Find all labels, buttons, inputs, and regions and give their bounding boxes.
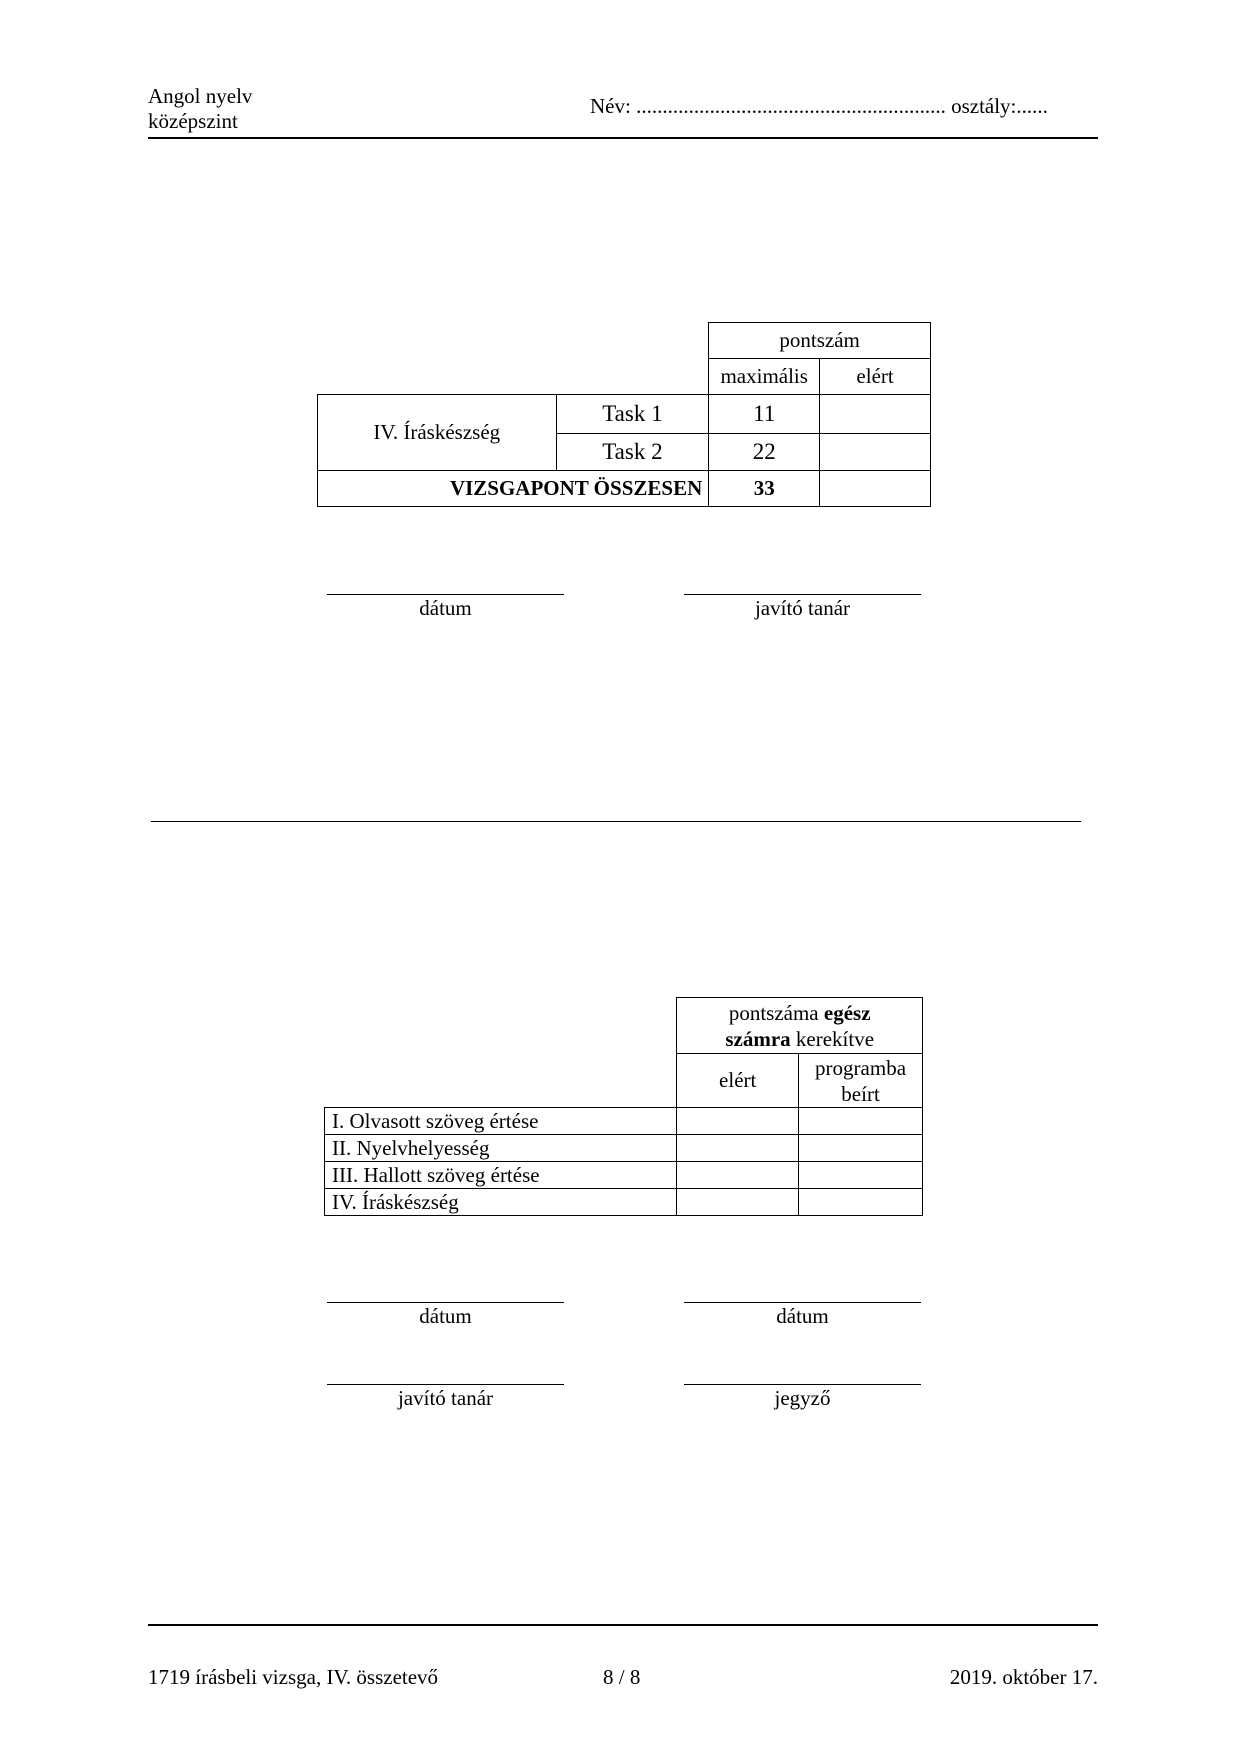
signature-label-date-2: dátum <box>776 1304 829 1328</box>
footer-date: 2019. október 17. <box>949 1665 1098 1689</box>
header-text-bold2: számra <box>725 1026 791 1051</box>
total-row <box>318 471 931 507</box>
table-row <box>325 1189 923 1216</box>
signature-label-date: dátum <box>419 1304 472 1328</box>
score-table-summary <box>324 997 923 1216</box>
max-score: 22 <box>709 434 820 471</box>
task-label: Task 1 <box>556 395 709 434</box>
col-program-line1: programba <box>815 1055 907 1080</box>
rounded-score-header <box>677 998 923 1054</box>
signature-label-notary: jegyző <box>774 1386 831 1410</box>
table-row <box>325 1108 923 1135</box>
program-cell[interactable] <box>799 1189 923 1216</box>
header-rule <box>148 137 1098 139</box>
component-label: IV. Íráskészség <box>325 1189 677 1216</box>
col-achieved-header: elért <box>677 1054 799 1108</box>
header-level: középszint <box>148 109 238 133</box>
signature-line-notary[interactable] <box>684 1384 921 1385</box>
signature-line-date-2[interactable] <box>684 1302 921 1303</box>
footer-page-number: 8 / 8 <box>603 1665 641 1689</box>
component-label: III. Hallott szöveg értése <box>325 1162 677 1189</box>
achieved-cell[interactable] <box>677 1189 799 1216</box>
col-achieved-header: elért <box>820 359 931 395</box>
header-text-bold1: egész <box>823 1000 871 1025</box>
table-row <box>325 1162 923 1189</box>
program-cell[interactable] <box>799 1162 923 1189</box>
table-row <box>318 395 931 434</box>
header-name-class-field: Név: ........................................................... osztály:...... <box>590 94 1048 118</box>
score-group-header: pontszám <box>709 323 931 359</box>
total-achieved-cell[interactable] <box>820 471 931 507</box>
signature-label-date: dátum <box>419 596 472 620</box>
achieved-cell[interactable] <box>677 1108 799 1135</box>
program-cell[interactable] <box>799 1135 923 1162</box>
program-cell[interactable] <box>799 1108 923 1135</box>
header-subject: Angol nyelv <box>148 84 253 108</box>
section-label: IV. Íráskészség <box>318 395 557 471</box>
col-program-line2: beírt <box>841 1081 880 1106</box>
component-label: II. Nyelvhelyesség <box>325 1135 677 1162</box>
footer-rule <box>148 1624 1098 1626</box>
section-divider <box>151 821 1081 822</box>
header-text-pre: pontszáma <box>728 1000 824 1025</box>
component-label: I. Olvasott szöveg értése <box>325 1108 677 1135</box>
achieved-score-cell[interactable] <box>820 395 931 434</box>
achieved-cell[interactable] <box>677 1135 799 1162</box>
signature-line-date[interactable] <box>327 594 564 595</box>
total-label: VIZSGAPONT ÖSSZESEN <box>318 471 709 507</box>
total-max-score: 33 <box>709 471 820 507</box>
task-label: Task 2 <box>556 434 709 471</box>
signature-label-teacher: javító tanár <box>754 596 851 620</box>
achieved-cell[interactable] <box>677 1162 799 1189</box>
signature-line-date[interactable] <box>327 1302 564 1303</box>
max-score: 11 <box>709 395 820 434</box>
table-row <box>325 1135 923 1162</box>
achieved-score-cell[interactable] <box>820 434 931 471</box>
col-max-header: maximális <box>709 359 820 395</box>
header-subject-block <box>148 84 252 134</box>
signature-label-teacher: javító tanár <box>397 1386 494 1410</box>
header-text-post: kerekítve <box>790 1026 875 1051</box>
col-program-header <box>799 1054 923 1108</box>
footer-exam-id: 1719 írásbeli vizsga, IV. összetevő <box>148 1665 439 1689</box>
signature-line-teacher[interactable] <box>684 594 921 595</box>
signature-line-teacher[interactable] <box>327 1384 564 1385</box>
score-table-writing <box>317 322 931 507</box>
